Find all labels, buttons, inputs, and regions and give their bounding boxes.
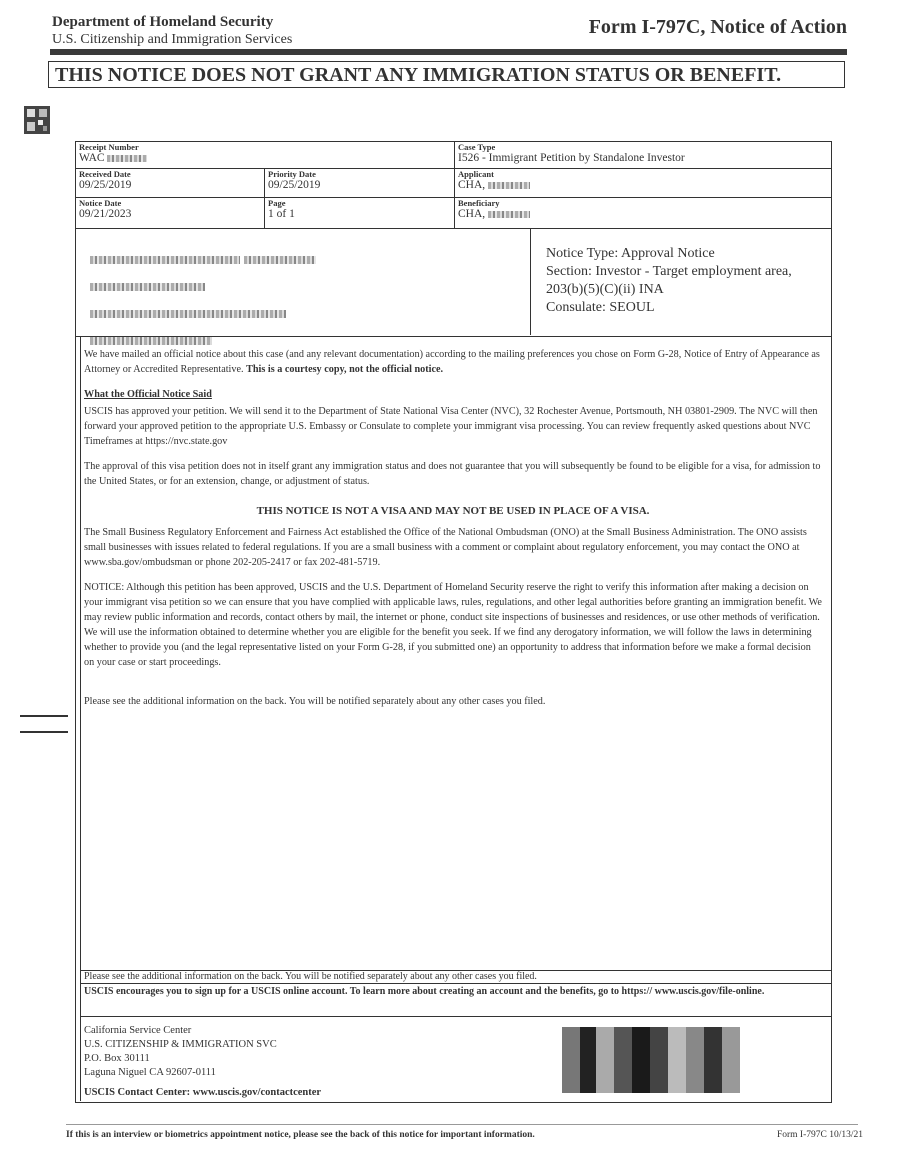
notice-date-cell — [76, 198, 265, 228]
notice-consulate: Consulate: SEOUL — [546, 300, 655, 315]
paragraph-notice: NOTICE: Although this petition has been approved, USCIS and the U.S. Department of Homeland Security reserve the right to verify this information after making a decision on your immigrant visa petition so we can ensure that you have complied with applicable laws, rules, regulations, and other legal authorities before granting an immigration benefit. We may review public information and records, contact others by mail, the internet or phone, conduct site inspections of businesses and residences, or use other methods of verification. We will use the information obtained to determine whether you are eligible for the benefit you seek. If we find any derogatory information, we will follow the laws in determining whether to provide you (and the legal representative listed on your Form G-28, if you submitted one) an opportunity to address that information before we make a formal decision on your case or start proceedings. — [84, 582, 822, 668]
applicant-cell — [455, 169, 831, 198]
footer-additional-info: Please see the additional information on the back. You will be notified separately about any other cases you filed. — [84, 971, 537, 982]
form-version: Form I-797C 10/13/21 — [776, 1130, 863, 1140]
paragraph-no-status: The approval of this visa petition does not in itself grant any immigration status and does not guarantee that you will subsequently be found to be eligible for a visa, for admission to the United States, or for an extension, change, or adjustment of status. — [84, 461, 821, 487]
redacted-receipt — [107, 155, 147, 162]
applicant-label: Applicant — [458, 169, 494, 179]
online-account-note: USCIS encourages you to sign up for a USCIS online account. To learn more about creating an account and the benefits, go to https:// www.uscis.gov/file-online. — [84, 986, 765, 997]
notice-type: Notice Type: Approval Notice — [546, 246, 715, 261]
notice-section-line1: Section: Investor - Target employment area, — [546, 264, 792, 279]
received-date-cell — [76, 169, 265, 198]
case-type-value: I526 - Immigrant Petition by Standalone Investor — [458, 152, 685, 164]
applicant-value: CHA, — [458, 179, 486, 191]
page-value: 1 of 1 — [268, 208, 295, 220]
address-divider — [530, 229, 531, 335]
priority-date-label: Priority Date — [268, 169, 316, 179]
beneficiary-cell — [455, 198, 831, 228]
inner-margin-line — [80, 337, 81, 1101]
bottom-rule — [66, 1124, 858, 1125]
notice-info — [546, 245, 792, 317]
received-date-value: 09/25/2019 — [79, 179, 132, 191]
redacted-barcode — [562, 1027, 740, 1093]
redacted-beneficiary — [488, 211, 530, 218]
not-a-visa-heading: THIS NOTICE IS NOT A VISA AND MAY NOT BE USED IN PLACE OF A VISA. — [256, 505, 650, 517]
page-cell — [265, 198, 455, 228]
header-rule — [50, 49, 847, 55]
paragraph-mailing — [84, 347, 822, 377]
status-banner: THIS NOTICE DOES NOT GRANT ANY IMMIGRATION STATUS OR BENEFIT. — [48, 61, 845, 88]
priority-date-cell — [265, 169, 455, 198]
service-center-city: Laguna Niguel CA 92607-0111 — [84, 1067, 216, 1078]
priority-date-value: 09/25/2019 — [268, 179, 321, 191]
address-section — [75, 229, 832, 337]
paragraph-mailing-text: We have mailed an official notice about this case (and any relevant documentation) according to the mailing preferences you chose on Form G-28, Notice of Entry of Appearance as Attorney or Accredited Representative. — [84, 349, 820, 375]
service-center-po-box: P.O. Box 30111 — [84, 1053, 150, 1064]
bottom-instruction: If this is an interview or biometrics appointment notice, please see the back of this notice for important information. — [66, 1130, 535, 1140]
department-name: Department of Homeland Security — [52, 14, 274, 30]
page-label: Page — [268, 198, 286, 208]
official-notice-heading: What the Official Notice Said — [84, 389, 212, 400]
form-title: Form I-797C, Notice of Action — [588, 16, 847, 38]
footer-separator-3 — [80, 1016, 831, 1017]
margin-mark-1 — [20, 715, 68, 717]
beneficiary-value: CHA, — [458, 208, 486, 220]
service-center-agency: U.S. CITIZENSHIP & IMMIGRATION SVC — [84, 1039, 277, 1050]
notice-section-line2: 203(b)(5)(C)(ii) INA — [546, 282, 664, 297]
notice-body — [75, 337, 832, 1103]
redacted-mailing-address — [90, 251, 316, 350]
beneficiary-label: Beneficiary — [458, 198, 500, 208]
service-center-name: California Service Center — [84, 1025, 192, 1036]
courtesy-copy-note: This is a courtesy copy, not the official notice. — [246, 364, 444, 375]
notice-date-value: 09/21/2023 — [79, 208, 132, 220]
paragraph-approved: USCIS has approved your petition. We will send it to the Department of State National Visa Center (NVC), 32 Rochester Avenue, Portsmouth, NH 03801-2909. The NVC will then forward your approved petition to the appropriate U.S. Embassy or Consulate to complete your immigrant visa processing. You can review frequently asked questions about NVC Timeframes at https://nvc.state.gov — [84, 406, 818, 447]
paragraph-ombudsman: The Small Business Regulatory Enforcement and Fairness Act established the Office of the National Ombudsman (ONO) at the Small Business Administration. The ONO assists small businesses with issues related to federal regulations. If you are a small business with a comment or complaint about regulatory enforcement, you may contact the ONO at www.sba.gov/ombudsman or phone 202-205-2417 or fax 202-481-5719. — [84, 527, 807, 568]
notice-date-label: Notice Date — [79, 198, 122, 208]
redacted-applicant — [488, 182, 530, 189]
received-date-label: Received Date — [79, 169, 131, 179]
paragraph-additional-info: Please see the additional information on the back. You will be notified separately about any other cases you filed. — [84, 696, 546, 707]
agency-name: U.S. Citizenship and Immigration Services — [52, 32, 293, 47]
margin-mark-2 — [20, 731, 68, 733]
receipt-number-label: Receipt Number — [79, 142, 139, 152]
contact-center: USCIS Contact Center: www.uscis.gov/contactcenter — [84, 1087, 322, 1098]
case-details-grid — [75, 141, 832, 229]
case-type-label: Case Type — [458, 142, 496, 152]
receipt-number-cell — [76, 142, 455, 169]
case-type-cell — [455, 142, 831, 169]
qr-code-icon — [24, 106, 50, 134]
receipt-number-value: WAC — [79, 152, 105, 164]
